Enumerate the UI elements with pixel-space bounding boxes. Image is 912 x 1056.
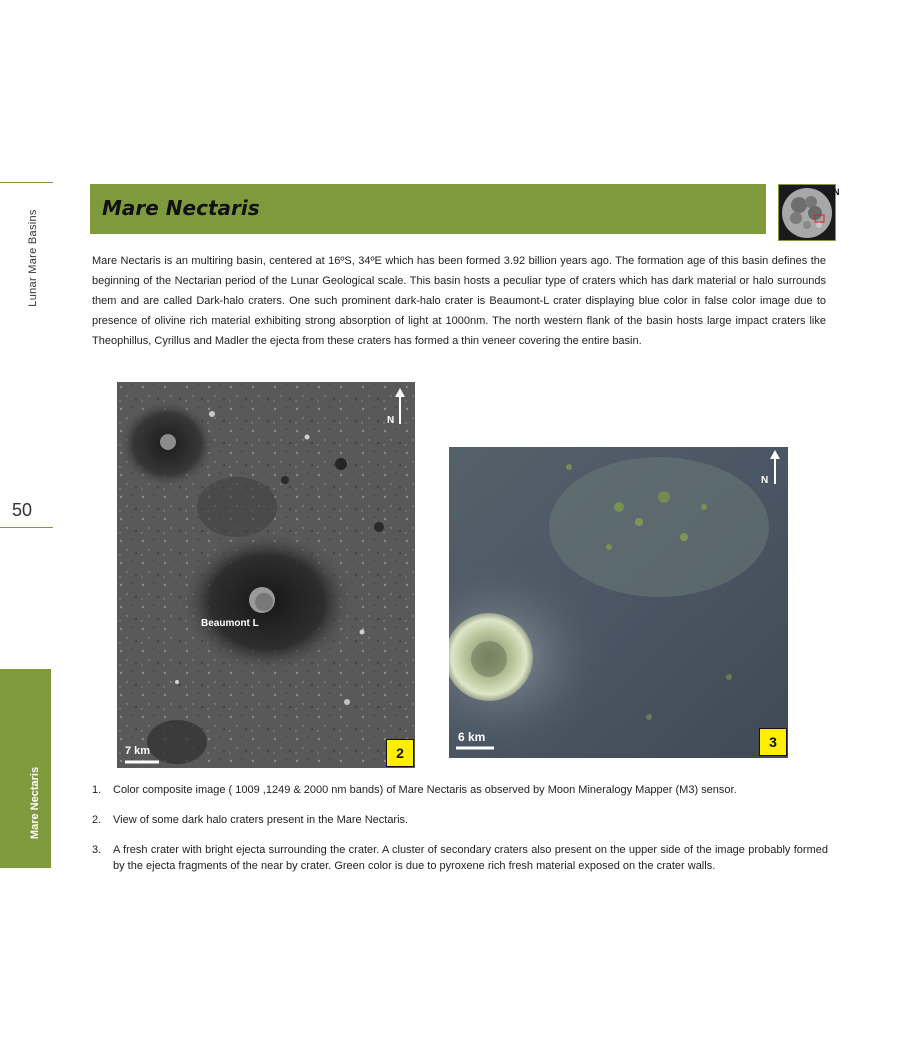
caption-text: A fresh crater with bright ejecta surrounding the crater. A cluster of secondary craters also present on the upper side of the image probably formed by the ejecta fragments of the near by crater. Green color is due to pyroxene rich fresh material exposed on the crater walls. <box>113 844 828 872</box>
figure-2-image <box>117 382 415 768</box>
image3-north-label: N <box>761 475 769 486</box>
figure-captions <box>92 782 828 888</box>
figure-2-number-tag: 2 <box>386 739 414 767</box>
dark-halo-craters-photo <box>117 382 415 768</box>
locator-north-label: N <box>833 187 840 197</box>
image2-north-label: N <box>387 415 395 426</box>
caption-item <box>92 812 828 828</box>
caption-number: 3. <box>92 844 102 856</box>
caption-text: View of some dark halo craters present in the Mare Nectaris. <box>113 814 409 826</box>
moon-locator-image <box>778 184 836 241</box>
figure-3-image <box>449 447 788 758</box>
caption-item <box>92 842 828 874</box>
section-label: Lunar Mare Basins <box>27 209 39 307</box>
fresh-crater-photo <box>449 447 788 758</box>
page-number: 50 <box>12 500 33 520</box>
caption-number: 2. <box>92 814 102 826</box>
beaumont-l-label: Beaumont L <box>201 618 259 629</box>
body-paragraph: Mare Nectaris is an multiring basin, centered at 16ºS, 34ºE which has been formed 3.92 billion years ago. The formation age of this basin defines the beginning of the Nectarian period of the Lunar Geological scale. This basin hosts a peculiar type of craters which has dark material or halo surrounds them and are called Dark-halo craters. One such prominent dark-halo crater is Beaumont-L crater displaying blue color in false color image due to presence of olivine rich material exhibiting strong absorption of light at 1000nm. The north western flank of the basin hosts large impact craters like Theophillus, Cyrillus and Madler the ejecta from these craters has formed a thin veneer covering the entire basin. <box>92 255 826 347</box>
caption-number: 1. <box>92 784 102 796</box>
figure-3-number-tag: 3 <box>759 728 787 756</box>
chapter-tab-label: Mare Nectaris <box>29 766 41 840</box>
image3-scale-label: 6 km <box>458 730 486 744</box>
page-number-divider <box>0 527 53 528</box>
caption-item <box>92 782 828 798</box>
caption-text: Color composite image ( 1009 ,1249 & 2000 nm bands) of Mare Nectaris as observed by Moon Mineralogy Mapper (M3) sensor. <box>113 784 737 796</box>
page-title: Mare Nectaris <box>102 196 260 220</box>
image2-scale-label: 7 km <box>125 745 151 757</box>
moon-globe-icon <box>779 185 835 240</box>
